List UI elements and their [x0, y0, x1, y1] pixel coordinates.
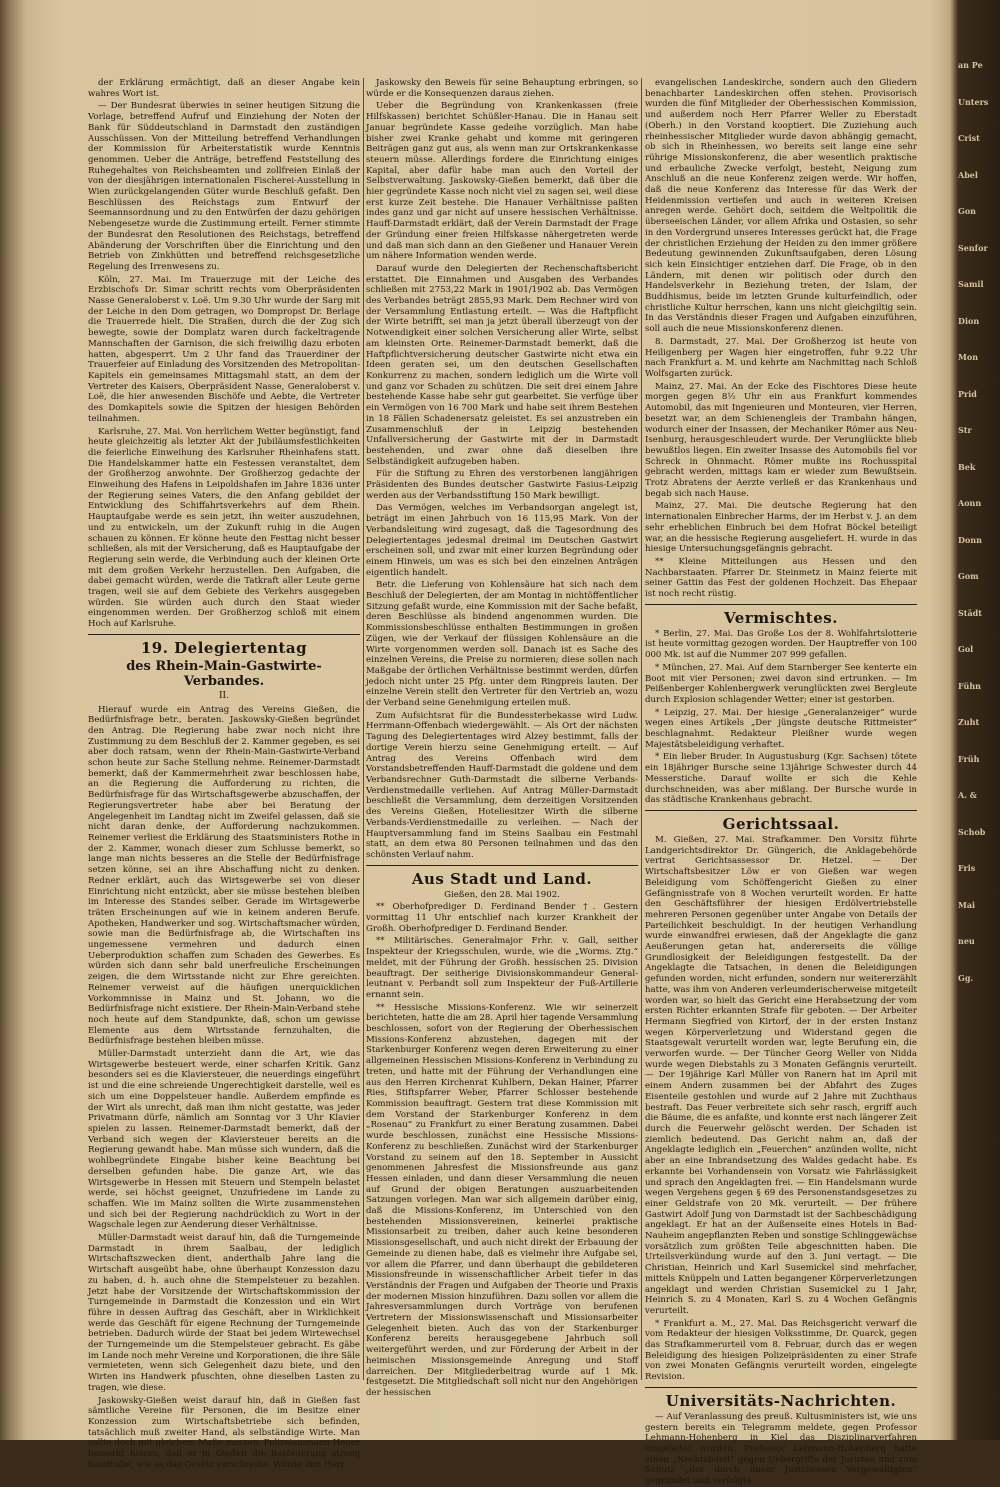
- adjacent-page-word: Gg.: [958, 972, 974, 983]
- section-rule: [366, 865, 638, 866]
- article-paragraph: Mainz, 27. Mai. Die deutsche Regierung hat den internationalen Einbrecher Harms, der im Herbst v. J. an dem sehr erheblichen Einbruch bei dem Hofrat Böckel beteiligt war, an die hessische Regierung ausgeliefert. H. wurde in das hiesige Untersuchungsgefängnis gebracht.: [645, 501, 917, 555]
- article-paragraph: ** Militärisches. Generalmajor Frhr. v. Gall, seither Inspekteur der Kriegsschulen, wurde, wie die „Worms. Ztg.“ meldet, mit der Führung der Großh. hessischen 25. Division beauftragt. Der seitherige Divisionskommandeur General-leutnant v. Perbandt soll zum Inspekteur der Fuß-Artillerie ernannt sein.: [366, 936, 638, 1000]
- adjacent-page-word: Senfor: [958, 242, 988, 253]
- article-paragraph: ** Kleine Mitteilungen aus Hessen und den Nachbarstaaten. Pfarrer Dr. Steinmetz in Mainz feierte mit seiner Gattin das Fest der goldenen Hochzeit. Das Ehepaar ist noch recht rüstig.: [645, 556, 917, 600]
- adjacent-page-word: Zuht: [958, 717, 980, 727]
- adjacent-page-word: Donn: [958, 534, 982, 545]
- adjacent-page-word: Früh: [958, 753, 980, 764]
- adjacent-page-word: Abel: [958, 169, 978, 180]
- adjacent-page-word: Aonn: [958, 498, 982, 508]
- article-paragraph: Betr. die Lieferung von Kohlensäure hat sich nach dem Beschluß der Delegierten, der am Montag in nichtöffentlicher Sitzung gefaßt wurde, eine Kommission mit der Sache befaßt, deren Beschlüsse als bindend angenommen wurden. Die Kommissionsbeschlüsse enthalten Bestimmungen in großen Zügen, wie der Verkauf der flüssigen Kohlensäure an die Wirte vorgenommen werden soll. Danach ist es Sache des einzelnen Vereins, die Preise zu normieren; diese sollen nach Maßgabe der örtlichen Verhältnisse bestimmt werden, dürfen jedoch nicht unter 25 Pfg. unter dem Ringpreis lauten. Der einzelne Verein stellt den Vertreter für den Vertrieb an, wozu der Verband seine Genehmigung erteilen muß.: [366, 580, 638, 709]
- section-rule: [88, 634, 360, 635]
- section-rule: [645, 1387, 917, 1388]
- article-paragraph: Jaskowsky-Gießen weist darauf hin, daß in Gießen fast sämtliche Vereine für Personen, die im Besitze einer Konzession zum Wirtschaftsbetriebe sich befinden, tatsächlich muß zweiter Hand, als selbständige Wirte. Man sollte doch mit gleichem Maße messen. Polizeiammann Heuer bemerkt hierzu, daß er in Gießen die Besteuerung streng handhabe, wie es das Gesetz vorschreibe. Würde ihm Herr: [88, 1395, 360, 1470]
- column-divider: [641, 78, 642, 1380]
- section-rule: [645, 604, 917, 605]
- adjacent-page-word: neu: [958, 936, 975, 946]
- section-rule: [645, 810, 917, 811]
- article-paragraph: ** Hessische Missions-Konferenz. Wie wir seinerzeit berichteten, hatte die am 28. April hier tagende Versammlung beschlossen, sofort von der Regierung der Oberhessischen Missions-Konferenz abzustehen, dagegen mit der Starkenburger Konferenz wegen deren Erweiterung zu einer allgemeinen Hessischen Missions-Konferenz in Verbindung zu treten, und hatte mit der Führung der Verhandlungen eine aus den Herren Kirchenrat Kuhlbern, Dekan Hainer, Pfarrer Ries, Stiftspfarrer Weber, Pfarrer Schlosser bestehende Kommission beauftragt. Gestern trat diese Kommission mit dem Vorstand der Starkenburger Konferenz in dem „Rosenau“ zu Frankfurt zu einer Beratung zusammen. Dabei wurde beschlossen, zunächst eine Hessische Missions-Konferenz zu beschließen. Zunächst wird der Starkenburger Vorstand zu seinem auf den 18. September in Aussicht genommenen Jahresfest die Missionsfreunde aus ganz Hessen einladen, und dann dieser Versammlung die neuen auf Grund der obigen Beratungen auszuarbeitenden Satzungen vorlegen. Man war sich allgemein darüber einig, daß die Missions-Konferenz, im Unterschied von den bestehenden Missionsvereinen, keinerlei praktische Missionsarbeit zu treiben, daher auch keine besonderen Missionsgesellschaft, und auch nicht direkt der Erbauung der Gemeinde zu dienen habe, daß es vielmehr ihre Aufgabe sei, vor allem die Pfarrer, und dann überhaupt die gebildeteren Missionsfreunde in wissenschaftlicher Arbeit tiefer in das Verständnis der Fragen und Aufgaben der Theorie und Praxis der modernen Mission hinzuführen. Dazu sollen vor allem die Jahresversammlungen durch Vorträge von berufenen Vertretern der Missionswissenschaft und Missionsarbeiter Gelegenheit bieten. Auch das von der Starkenburger Konferenz bereits herausgegebene Jahrbuch soll weitergeführt werden, und zur Förderung der Arbeit in der heimischen Missionsgemeinde Anregung und Stoff darreichen. Der Mitgliederbeitrag wurde auf 1 Mk. festgesetzt. Die Mitgliedschaft soll nicht nur den Angehörigen der hessischen: [366, 1002, 638, 1398]
- column-2: [366, 78, 638, 1398]
- article-paragraph: Für die Stiftung zu Ehren des verstorbenen langjährigen Präsidenten des Bundes deutscher Gastwirte Fasius-Leipzig werden aus der Verbandsstiftung 150 Mark bewilligt.: [366, 469, 638, 501]
- adjacent-page-word: Gon: [958, 206, 976, 216]
- adjacent-page-word: Unters: [958, 96, 989, 107]
- adjacent-page-word: Fühn: [958, 680, 981, 691]
- adjacent-page-word: Samil: [958, 279, 984, 289]
- section-subtitle: des Rhein-Main-Gastwirte-Verbandes.: [126, 658, 322, 689]
- article-paragraph: Mainz, 27. Mai. An der Ecke des Fischtores Diese heute morgen gegen 8½ Uhr ein aus Frankfurt kommendes Automobil, das mit Ingenieuren und Monteuren, vier Herren, besetzt war, an dem Schienengleis der Trambahn hängen, wodurch einer der Insassen, der Mechaniker Römer aus Neu-Isenburg, herausgeschleudert wurde. Der Verunglückte blieb bewußtlos liegen. Ein zweiter Insasse des Automobils fiel vor Schreck in Ohnmacht. Römer mußte ins Rochusspital gebracht werden, mittags kam er wieder zum Bewußtsein. Trotz Abratens der Aerzte verließ er das Krankenhaus und begab sich nach Hause.: [645, 381, 917, 499]
- article-paragraph: evangelischen Landeskirche, sondern auch den Gliedern benachbarter Landeskirchen offen stehen. Provisorisch wurden die fünf Mitglieder der Oberhessischen Kommission, und außerdem noch Herr Pfarrer Weller zu Eberstadt (Oberh.) in den Vorstand kooptiert. Die Zuziehung auch rheinhessischer Mitglieder wurde davon abhängig gemacht, ob sich in Rheinhessen, wo bereits seit lange eine sehr rührige Missionskonferenz, die aber wesentlich praktische und erbauliche Zwecke verfolgt, besteht, Neigung zum Anschluß an die neue Konferenz zeigen werde. Wir hoffen, daß die neue Konferenz das Interesse für das Werk der Heidenmission vertiefen und auch in weiteren Kreisen anregen werde. Gehört doch, seitdem die Weltpolitik die überseeischen Länder, vor allem Afrika und Ostasien, so sehr in den Vordergrund unseres Interesses gerückt hat, die Frage der christlichen Erziehung der Heiden zu den immer größere Bedeutung gewinnenden Zukunftsaufgaben, deren Lösung sich kein Einsichtiger entziehen darf. Die Frage, ob in den Ländern, mit denen wir politisch oder durch den Handelsverkehr in Beziehung treten, der Islam, der Buddhismus, beide im letzten Grunde kulturfeindlich, oder christliche Kultur herrschen, kann uns nicht gleichgiltig sein. In das Verständnis dieser Fragen und Aufgaben einzuführen, soll auch die neue Missionskonferenz dienen.: [645, 78, 917, 335]
- article-paragraph: * München, 27. Mai. Auf dem Starnberger See kenterte ein Boot mit vier Personen; zwei davon sind ertrunken. — Im Peißenberger Kohlenbergwerk verunglückten zwei Bergleute durch Explosion schlagender Wetter; einer ist gestorben.: [645, 662, 917, 705]
- article-paragraph: Ueber die Begründung von Krankenkassen (freie Hilfskassen) berichtet Schüßler-Hanau. Die in Hanau seit Januar begründete Kasse gedeihe vorzüglich. Man habe bisher zwei Kranke gehabt und komme mit geringeren Beiträgen ganz gut aus, als wenn man zur Ortskrankenkasse steuern müsse. Allerdings fordere die Einrichtung einiges Kapital, aber dafür habe man auch den Vorteil der Selbstverwaltung. Jaskowsky-Gießen bemerkt, daß über die hier gegründete Kasse noch nicht viel zu sagen sei, weil diese erst kurze Zeit bestehe. Die Hanauer Verhältnisse paßten indes ganz und gar nicht auf unsere hessischen Verhältnisse. Hauff-Darmstadt erklärt, daß der Verein Darmstadt der Frage der Gründung einer freien Hilfskasse nähergetreten werde und daß man sich dann an den Gießener und Hanauer Verein um nähere Information wenden werde.: [366, 101, 638, 262]
- adjacent-page-fragment: [958, 60, 1000, 1400]
- column-3: [645, 78, 917, 1487]
- article-paragraph: Jaskowsky den Beweis für seine Behauptung erbringen, so würde er die Konsequenzen daraus ziehen.: [366, 78, 638, 99]
- article-paragraph: Darauf wurde den Delegierten der Rechenschaftsbericht erstattet. Die Einnahmen und Ausgaben des Verbandes schließen mit 2753,22 Mark in 1901/1902 ab. Das Vermögen des Verbandes beträgt 2855,93 Mark. Dem Rechner wird von der Versammlung Entlastung erteilt. — Was die Haftpflicht der Wirte betrifft, sei man ja jetzt überall überzeugt von der Notwendigkeit einer solchen Versicherung aller Wirte, selbst am kleinsten Orte. Reinemer-Darmstadt bemerkt, daß die Haftpflichtversicherung deutscher Gastwirte nicht etwa ein Ideen geraten sei, um den deutschen Gesellschaften Konkurrenz zu machen, sondern lediglich um die Wirte voll und ganz vor Schaden zu schützen. Die seit drei einem Jahre bestehende Kasse habe sehr gut gearbeitet. Sie verfüge über ein Vermögen von 16 700 Mark und habe seit ihrem Bestehen in 18 Fällen Schadenersatz geleistet. Es sei anzustreben ein Zusammenschluß der in Leipzig bestehenden Unfallversicherung der Gastwirte mit der in Darmstadt bestehenden, und zwar ohne daß dieselben ihre Selbständigkeit aufzugeben haben.: [366, 263, 638, 467]
- article-paragraph: * Ein lieber Bruder. In Augustusburg (Kgr. Sachsen) tötete ein 18jähriger Bursche seine 13jährige Schwester durch 44 Messerstiche. Darauf wollte er sich die Kehle durchschneiden, was aber mißlang. Der Bursche wurde in das städtische Krankenhaus gebracht.: [645, 752, 917, 806]
- article-paragraph: * Frankfurt a. M., 27. Mai. Das Reichsgericht verwarf die vom Redakteur der hiesigen Volksstimme, Dr. Quarck, gegen das Strafkammerurteil vom 8. Februar, durch das er wegen Beleidigung des hiesigen Polizeipräsidenten zu einer Strafe von zwei Monaten Gefängnis verurteilt worden, eingelegte Revision.: [645, 1318, 917, 1383]
- adjacent-page-word: Schob: [958, 826, 986, 837]
- adjacent-page-word: an Pe: [958, 60, 983, 70]
- article-paragraph: Köln, 27. Mai. Im Trauerzuge mit der Leiche des Erzbischofs Dr. Simar schritt rechts vom Oberpräsidenten Nasse Generaloberst v. Loë. Um 9.30 Uhr wurde der Sarg mit der Leiche in den Dom getragen, wo Dompropst Dr. Berlage die Trauerrede hielt. Die Straßen, durch die der Zug sich bewegte, sowie der Domplatz waren durch fackeltragende Mannschaften der Garnison, die sich freiwillig dazu erboten hatten, abgesperrt. Um 2 Uhr fand das Trauerdiner der Trauerfeier auf Einladung des Vorsitzenden des Metropolitan-Kapitels ein gemeinsames Mittagsmahl statt, an dem der Vertreter des Kaisers, Oberpräsident Nasse, Generaloberst v. Loë, die hier anwesenden Bischöfe und Aebte, die Vertreter des Domkapitels sowie die Spitzen der hiesigen Behörden teilnahmen.: [88, 274, 360, 424]
- section-title: Gerichtssaal.: [722, 815, 840, 833]
- article-paragraph: Müller-Darmstadt weist darauf hin, daß die Turngemeinde Darmstadt in ihrem Saalbau, der lediglich Wirtschaftszwecken dient, anderthalb Jahre lang die Wirtschaft ausgeübt habe, ohne überhaupt Konzession dazu zu haben, d. h. auch ohne die Stempelsteuer zu bezahlen. Jetzt habe der Vorsitzende der Wirtschaftskommission der Turngemeinde in Darmstadt die Konzession und ein Wirt führe in dessen Auftrag das Geschäft, aber in Wirklichkeit werde das Geschäft für eigene Rechnung der Turngemeinde betrieben. Dadurch würde der Staat bei jedem Wirtewechsel der Turngemeinde um die Stempelsteuer gebracht. Es gäbe im Lande noch mehr Vereine und Korporationen, die ihre Säle vermieteten, wenn sich Gelegenheit dazu biete, und den Wirten ins Handwerk pfuschten, ohne dieselben Lasten zu tragen, wie diese.: [88, 1233, 360, 1393]
- adjacent-page-word: Fris: [958, 863, 976, 873]
- adjacent-page-word: Gom: [958, 571, 979, 581]
- article-paragraph: — Auf Veranlassung des preuß. Kultusministers ist, wie uns gestern bereits ein Telegramm meldete, gegen Professor Lehmann-Hohenberg in Kiel das Disziplinarverfahren eingeleitet worden. Professor Lehmann-Hohenberg hatte einen „Nechtsbund“ gegen Uebergriffe der Juristen und zum Schutz „der durch unser Justizwesen Vergewaltigten“ gegründet und verfolgte: [645, 1411, 917, 1487]
- adjacent-page-word: Prid: [958, 388, 977, 399]
- article-paragraph: Karlsruhe, 27. Mai. Von herrlichem Wetter begünstigt, fand heute gleichzeitig als letzter Akt der Jubiläumsfestlichkeiten die feierliche Einweihung des Karlsruher Rheinhafens statt. Die Handelskammer hatte ein Festessen veranstaltet, dem der Großherzog anwohnte. Der Großherzog gedachte der Einweihung des Hafens in Leipoldshafen im Jahre 1836 unter der Regierung seines Vaters, die den Anfang gebildet der Entwicklung des Schiffahrtsverkehrs auf dem Rhein. Hauptaufgabe werde es sein jetzt, ihn weiter auszudehnen, und zu entwickeln, um der Zukunft ruhig in die Augen schauen zu können. Er könne heute den Festtag nicht besser schließen, als mit der Versicherung, daß es Hauptaufgabe der Regierung sein werde, die Verbindung auch der kleinen Orte mit dem großen Verkehr herzustellen. Den Aufgaben, die dabei gemacht würden, werde die Tatkraft aller Leute gerne tragen, weil sie auf dem Gebiete des Verkehrs ausgegeben würden. Sie würden auch durch den Staat wieder eingenommen werden. Der Großherzog schloß mit einem Hoch auf Karlsruhe.: [88, 426, 360, 630]
- article-paragraph: * Berlin, 27. Mai. Das Große Los der 8. Wohlfahrtslotterie ist heute vormittag gezogen worden. Der Hauptreffer von 100 000 Mk. ist auf die Nummer 207 999 gefallen.: [645, 628, 917, 661]
- section-title: Universitäts-Nachrichten.: [665, 1391, 897, 1410]
- article-paragraph: Müller-Darmstadt unterzieht dann die Art, wie das Wirtsgewerbe besteuert werde, einer scharfen Kritik. Ganz besonders sei es die Klaviersteuer, die neuerdings eingeführt ist und die eine schreiende Ungerechtigkeit darstelle, weil es sich um eine Doppelsteuer handle. Außerdem empfinde es der Wirt als unrecht, daß man ihm nicht gestatte, was jeder Privatmann dürfe, nämlich am Sonntag vor 3 Uhr Klavier spielen zu lassen. Reinemer-Darmstadt bemerkt, daß der Verband sich wegen der Klaviersteuer bereits an die Regierung gewandt habe. Man müsse sich wundern, daß die wohlbegründete Eingabe bisher keine Beachtung bei derselben gefunden habe. Die ganze Art, wie das Wirtsgewerbe in Hessen mit Steuern und Stempeln belastet werde, sei höchst geeignet, Unzufriedene im Lande zu schaffen. Wie im Mainz sollten die Wirte zusammenstehen und sich bei der Regierung nachdrücklich zu Wort in der Wagschale legen zur Aenderung dieser Verhältnisse.: [88, 1049, 360, 1231]
- article-paragraph: Zum Aufsichtsrat für die Bundessterbekasse wird Ludw. Herrmann-Offenbach wiedergewählt. — Als Ort der nächsten Tagung des Delegiertentages wird Alzey bestimmt, falls der dortige Verein hierzu seine Genehmigung erteilt. — Auf Antrag des Vereins Offenbach wird dem Vorstandsbetreffenden Hauff-Darmstadt die goldene und dem Verbandsrechner Guth-Darmstadt die silberne Verbands-Verdienstmedaille verliehen. Auf Antrag Müller-Darmstadt beschließt die Versammlung, dem derzeitigen Vorsitzenden des Vereins Gießen, Hoteliesitzer Wirth die silberne Verbands-Verdienstmedaille zu verleihen. — Nach der Hauptversammlung fand im Steins Saalbau ein Festmahl statt, an dem etwa 80 Personen teilnahmen und das den schönsten Verlauf nahm.: [366, 710, 638, 860]
- adjacent-page-word: Str: [958, 425, 972, 435]
- article-paragraph: Das Vermögen, welches im Verbandsorgan angelegt ist, beträgt im einen Jahrbuch von 16 115,95 Mark. Von der Verbandsleitung wird zugesagt, daß die Tagesordnung des Delegiertentages jedesmal dreimal im Deutschen Gastwirt erscheinen soll, und zwar mit einer kurzen Begründung oder einem Hinweis, um was es sich bei den einzelnen Anträgen eigentlich handelt.: [366, 503, 638, 578]
- article-paragraph: Hierauf wurde ein Antrag des Vereins Gießen, die Bedürfnisfrage betr., beraten. Jaskowsky-Gießen begründet den Antrag. Die Regierung habe zwar noch nicht ihre Zustimmung zu dem Beschluß der 2. Kammer gegeben, es sei aber doch ratsam, wenn der Rhein-Main-Gastwirte-Verband schon heute zur Sache Stellung nehme. Reinemer-Darmstadt bemerkt, daß der Kammermehrheit zwar beschlossen habe, an die Regierung die Aufforderung zu richten, die Bedürfnisfrage für das Wirtschaftsgewerbe abzuschaffen, der Regierungsvertreter habe aber bei Beratung der Angelegenheit im Landtag nicht im Zweifel gelassen, daß sie nicht daran denke, der Aufforderung nachzukommen. Reinemer verliest die Erklärung des Staatsministers Rothe in der 2. Kammer, wonach dieser zum Schlusse bemerkt, so lange man nichts besseres an die Stelle der Bedürfnisfrage setzen könne, sei an ihre Abschaffung nicht zu denken. Redner erklärt, auch das Wirtsgewerbe sei von dieser Einrichtung nicht entzückt, aber sie müsse bestehen bleiben im Interesse des Standes selber. Gerade im Wirtsgewerbe träten Erscheinungen auf wie in keinem anderen Berufe. Apotheken, Handwerker und sog. Wirtschaftsmacher würden, sowie man die Bedürfnisfrage ab, die Wirtschaften ins ungemessene vermehren und dadurch einen Ueberproduktion schaffen zum Schaden des Gewerbes. Es würden sich dann sehr bald unerfreuliche Erscheinungen zeigen, die dem Wirtsstande nicht zur Ehre gereichten. Reinemer verweist auf die häufigen unerquicklichen Vorkommnisse in Mainz und St. Johann, wo die Bedürfnisfrage nicht existiere. Der Rhein-Main-Verband stehe noch heute auf dem Standpunkte, daß, schon um gewisse Elemente aus dem Wirtsstande fernzuhalten, die Bedürfnisfrage bestehen bleiben müsse.: [88, 704, 360, 1047]
- adjacent-page-word: Bek: [958, 461, 976, 472]
- article-paragraph: * Leipzig, 27. Mai. Der hiesige „Generalanzeiger“ wurde wegen eines Artikels „Der jüngste deutsche Rittmeister“ beschlagnahmt. Redakteur Pleißner wurde wegen Majestätsbeleidigung verhaftet.: [645, 707, 917, 750]
- article-paragraph: der Erklärung ermächtigt, daß an dieser Angabe kein wahres Wort ist.: [88, 78, 360, 99]
- column-divider: [363, 78, 364, 1380]
- section-title: 19. Delegiertentag: [140, 638, 308, 657]
- section-title: Vermischtes.: [724, 608, 838, 627]
- adjacent-page-word: Städt: [958, 607, 982, 618]
- adjacent-page-word: Crist: [958, 133, 980, 143]
- article-paragraph: M. Gießen, 27. Mai. Strafkammer. Den Vorsitz führte Landgerichtsdirektor Dr. Güngerich, die Anklagebehörde vertrat Gerichtsassessor Dr. Hetzel. — Der Wirtschaftsbesitzer Löw er von Gießen war wegen Beleidigung vom Schöffengericht Gießen zu einer Gefängnisstrafe von 8 Wochen verurteilt worden. Er hatte den Geschäftsführer der hiesigen Erdölvertriebstelle mehreren Personen gegenüber unter Angabe von Details der Parteilichkeit beschuldigt. In der heutigen Verhandlung wurde einwandfrei erwiesen, daß der Angeklagte die ganz Aeußerungen getan hat, andererseits die völlige Grundlosigkeit der Beleidigungen festgestellt. Da der Angeklagte die Tatsachen, in denen die Beleidigungen gefunden worden, nicht erfunden, sondern nur weitererzählt hatte, was ihm von Anderen verleumderischerweise mitgeteilt worden war, so hielt das Gericht eine Herabsetzung der vom ersten Richter erkannten Strafe für geboten. — Der Arbeiter Hermann Siegfried von Kirtorf, der in der ersten Instanz wegen Körperverletzung und Widerstand gegen die Staatsgewalt verurteilt worden war, legte Berufung ein, die verworfen wurde. — Der Tüncher Georg Weller von Nidda wurde wegen Diebstahls zu 3 Monaten Gefängnis verurteilt. — Der 19jährige Karl Müller von Ranern hat im April mit einem Andern zusammen bei der Abfahrt des Zuges Eisenteile gestohlen und wurde auf 2 Jahre mit Zuchthaus bestraft. Das Feuer verbreitete sich sehr rasch, ergriff auch die Bäume, die es anfaßte, und konnte erst nach längerer Zeit durch die Feuerwehr gelöscht werden. Der Schaden ist ziemlich bedeutend. Das Gericht nahm an, daß der Angeklagte lediglich ein „Feuerchen“ anzünden wollte, nicht aber an eine Inbrandsetzung des Waldes gedacht habe. Es erkannte bei Vorhandensein von Vorsatz wie Fahrlässigkeit und sprach den Angeklagten frei. — Ein Handelsmann wurde wegen Vergehens gegen § 69 des Personenstandsgesetzes zu einer Geldstrafe von 20 Mk. verurteilt. — Der frühere Gastwirt Adolf Jung von Darmstadt ist der Sachbeschädigung angeklagt. Er hat an der Außenseite eines Hotels in Bad-Nauheim angepflanzten Reben und sonstige Schlinggewächse vorsätzlich zum größten Teile abgeschnitten haben. Die Urteilsverkündung wurde auf den 3. Juni vertagt. — Die Christian, Heinrich und Karl Susemickel sind mehrfacher, mittels Knüppeln und Latten begangener Körperverletzungen angeklagt und werden Christian Susemickel zu 1 Jahr, Heinrich S. zu 4 Monaten, Karl S. zu 4 Wochen Gefängnis verurteilt.: [645, 835, 917, 1316]
- article-paragraph: ** Oberhofprediger D. Ferdinand Bender †. Gestern vormittag 11 Uhr entschlief nach kurzer Krankheit der Großh. Oberhofprediger D. Ferdinand Bender.: [366, 902, 638, 934]
- adjacent-page-word: Mai: [958, 899, 976, 910]
- section-title: Aus Stadt und Land.: [411, 869, 593, 888]
- adjacent-page-word: A. &: [958, 790, 977, 800]
- dateline: Gießen, den 28. Mai 1902.: [444, 889, 560, 900]
- adjacent-page-word: Gol: [958, 644, 974, 654]
- adjacent-page-word: Mon: [958, 352, 979, 362]
- adjacent-page-word: Dion: [958, 315, 980, 326]
- article-paragraph: — Der Bundesrat überwies in seiner heutigen Sitzung die Vorlage, betreffend Aufruf und Einziehung der Noten der Bank für Süddeutschland in Darmstadt den zuständigen Ausschüssen. Von der Mitteilung betreffend Verhandlungen der Kommission für Arbeiterstatistik wurde Kenntnis genommen. Ueber die Anträge, betreffend Feststellung des Ruhegehaltes von Reichsbeamten und zollfreien Einlaß der von der diesjährigen internationalen Fischerei-Ausstellung in Wien zurückgelangenden Güter wurde Beschluß gefaßt. Den Beschlüssen des Reichstags zum Entwurf der Seemannsordnung und zu den Entwürfen der dazu gehörigen Nebengesetze wurde die Zustimmung erteilt. Ferner stimmte der Bundesrat den Resolutionen des Reichstags, betreffend Abänderung der Vorschriften über die Einrichtung und den Betrieb von Zinkhütten und betreffend reichsgesetzliche Regelung des Irrenwesens zu.: [88, 101, 360, 272]
- column-1: [88, 78, 360, 1470]
- article-paragraph: 8. Darmstadt, 27. Mai. Der Großherzog ist heute von Heiligenberg per Wagen hier eingetroffen, fuhr 9.22 Uhr nach Frankfurt a. M. und kehrte am Nachmittag nach Schloß Wolfsgarten zurück.: [645, 336, 917, 379]
- section-number: II.: [219, 690, 229, 701]
